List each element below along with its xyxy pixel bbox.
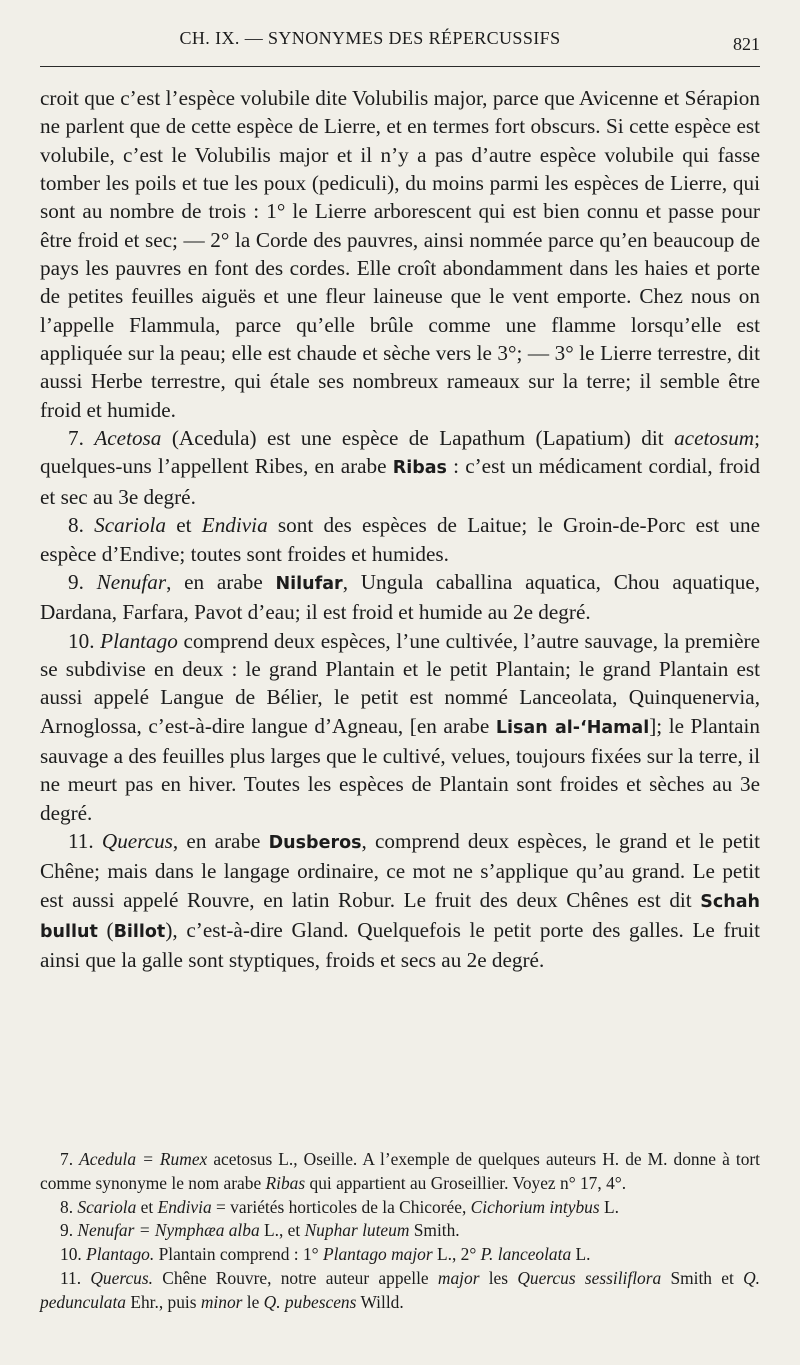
paragraph-continuation: croit que c’est l’espèce volubile dite Volubilis major, parce que Avicenne et Sérapion ne parlent que de cette espèce de Lierre, et en termes fort obscurs. Si cette espèce est volubile, c’est le Volubilis major et il n’y a pas d’autre espèce volubile qui fasse tomber les poils et tue les poux (pediculi), du moins parmi les espèces de Lierre, qui sont au nombre de trois : 1° le Lierre arborescent qui est bien connu et passe pour être froid et sec; — 2° la Corde des pauvres, ainsi nommée parce qu’en beaucoup de pays les pauvres en font des cordes. Elle croît abondamment dans les haies et porte de petites feuilles aiguës et une fleur laineuse que le vent emporte. Chez nous on l’appelle Flammula, parce qu’elle brûle comme une flamme lorsqu’elle est appliquée sur la peau; elle est chaude et sèche vers le 3°; — 3° le Lierre terrestre, dit aussi Herbe terrestre, qui étale ses nombreux rameaux sur la terre; il semble être froid et humide.	[40, 86, 760, 422]
entry-number: 7.	[68, 426, 84, 451]
arabic-name: Schah bullut	[40, 891, 760, 942]
term: Endivia	[201, 513, 268, 538]
chapter-title: CH. IX. — SYNONYMES DES RÉPERCUSSIFS	[179, 28, 561, 48]
header-rule	[40, 66, 760, 67]
entry-8-scariola: 8. Scariola et Endivia sont des espèces de Laitue; le Groin-de-Porc est une espèce d’Endive; toutes sont froides et humides.	[40, 513, 761, 566]
footnote-10: 10. Plantago. Plantain comprend : 1° Plantago major L., 2° P. lanceolata L.	[60, 1244, 591, 1265]
footnotes	[40, 1148, 760, 1315]
entry-number: 10.	[68, 628, 95, 653]
footnote-11: 11. Quercus. Chêne Rouvre, notre auteur appelle major les Quercus sessiliflora Smith et Q. pedunculata Ehr., puis minor le Q. pubescens Willd.	[40, 1267, 760, 1312]
arabic-name: Ribas	[392, 458, 447, 479]
footnote-8: 8. Scariola et Endivia = variétés horticoles de la Chicorée, Cichorium intybus L.	[60, 1196, 619, 1217]
term: Nenufar	[96, 569, 167, 594]
arabic-name: Nilufar	[275, 573, 343, 594]
term: acetosum	[674, 426, 755, 451]
arabic-name: Billot	[113, 921, 166, 942]
running-head	[40, 28, 760, 58]
entry-10-plantago: 10. Plantago comprend deux espèces, l’une cultivée, l’autre sauvage, la première se subdivise en deux : le grand Plantain et le petit Plantain; le grand Plantain est aussi appelé Langue de Bélier, le petit est nommé Lanceolata, Quinquenervia, Arnoglossa, c’est-à-dire langue d’Agneau, [en arabe Lisan al-‘Hamal]; le Plantain sauvage a des feuilles plus larges que le cultivé, velues, toujours fixées sur la terre, il ne meurt pas en hiver. Toutes les espèces de Plantain sont froides et sèches au 3e degré.	[40, 628, 760, 825]
entry-11-quercus: 11. Quercus, en arabe Dusberos, comprend deux espèces, le grand et le petit Chêne; mais dans le langage ordinaire, ce mot ne s’applique qu’au grand. Le petit est aussi appelé Rouvre, en latin Robur. Le fruit des deux Chênes est dit Schah bullut (Billot), c’est-à-dire Gland. Quelquefois le petit porte des galles. Le fruit ainsi que la galle sont styptiques, froids et secs au 2e degré.	[40, 828, 761, 973]
footnote-9: 9. Nenufar = Nymphæa alba L., et Nuphar luteum Smith.	[60, 1220, 460, 1241]
arabic-name: Dusberos	[268, 832, 362, 853]
term: Scariola	[94, 513, 166, 538]
term: Acetosa	[94, 426, 162, 451]
arabic-name: Lisan al-‘Hamal	[495, 717, 650, 738]
entry-number: 9.	[68, 569, 84, 594]
entry-9-nenufar: 9. Nenufar, en arabe Nilufar, Ungula caballina aquatica, Chou aquatique, Dardana, Farfara, Pavot d’eau; il est froid et humide au 2e degré.	[40, 569, 761, 625]
main-text	[40, 84, 760, 975]
entry-number: 11.	[68, 828, 94, 853]
term: Quercus	[101, 828, 173, 853]
entry-7-acetosa: 7. Acetosa (Acedula) est une espèce de Lapathum (Lapatium) dit acetosum; quelques-uns l’appellent Ribes, en arabe Ribas : c’est un médicament cordial, froid et sec au 3e degré.	[40, 426, 760, 509]
footnote-7: 7. Acedula = Rumex acetosus L., Oseille. A l’exemple de quelques auteurs H. de M. donne à tort comme synonyme le nom arabe Ribas qui appartient au Groseillier. Voyez n° 17, 4°.	[40, 1149, 761, 1193]
page-number: 821	[733, 34, 760, 54]
term: Plantago	[100, 628, 178, 653]
entry-number: 8.	[68, 513, 84, 538]
